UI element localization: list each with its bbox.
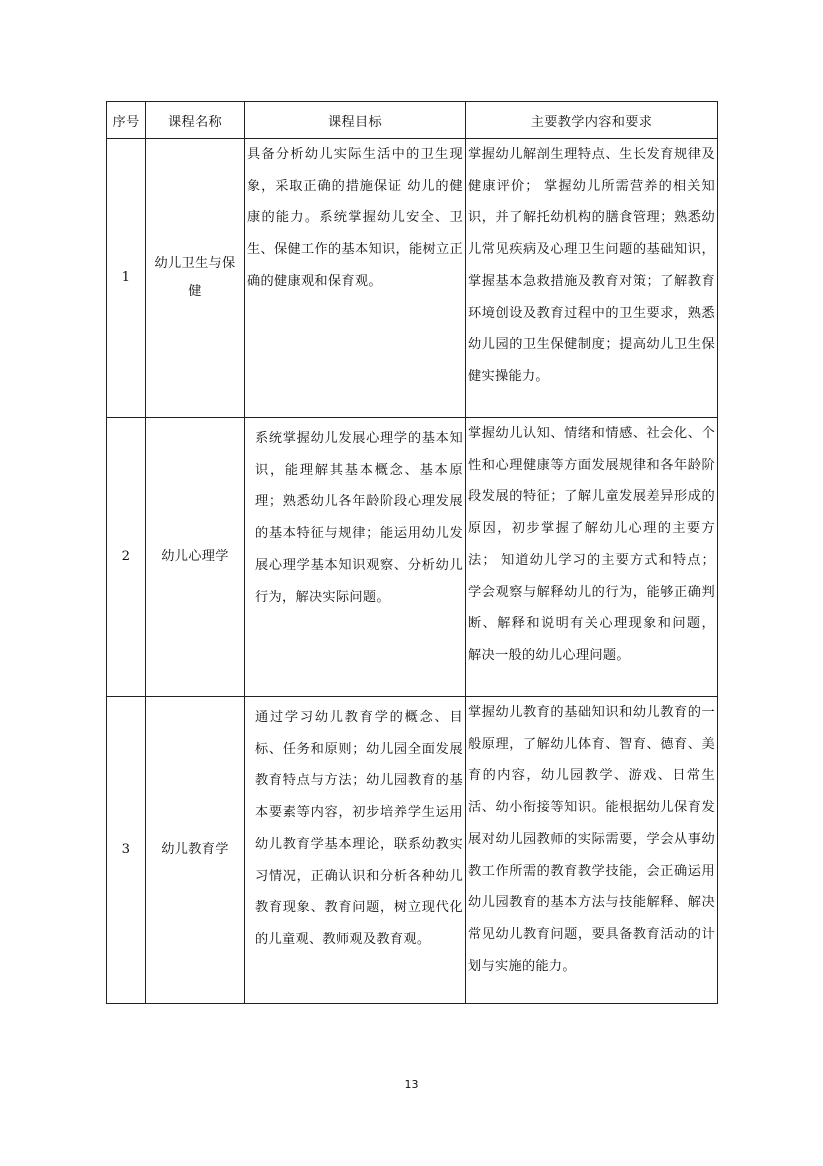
course-name: 幼儿心理学 [146,418,245,697]
row-number: 1 [107,139,146,418]
table-header-row [107,102,718,139]
table-row [107,697,718,1004]
header-course-name: 课程名称 [146,102,245,139]
header-teaching-content: 主要教学内容和要求 [466,102,718,139]
course-requirements-text: 掌握幼儿解剖生理特点、生长发育规律及健康评价； 掌握幼儿所需营养的相关知识，并了解托幼机构的膳食管理；熟悉幼儿常见疾病及心理卫生问题的基础知识，掌握基本急救措施及教育对策；了解教育环境创设及教育过程中的卫生要求，熟悉幼儿园的卫生保健制度；提高幼儿卫生保健实操能力。 [468,147,715,384]
course-table [106,101,718,1004]
course-requirements-text: 掌握幼儿教育的基础知识和幼儿教育的一般原理，了解幼儿体育、智育、德育、美育的内容，幼儿园教学、游戏、日常生活、幼小衔接等知识。能根据幼儿保育发展对幼儿园教师的实际需要，学会从事幼教工作所需的教育教学技能，会正确运用幼儿园教育的基本方法与技能解释、解决常见幼儿教育问题，要具备教育活动的计划与实施的能力。 [468,705,715,974]
row-number: 3 [107,697,146,1004]
header-course-goal: 课程目标 [245,102,466,139]
table-row [107,418,718,697]
course-name-text: 幼儿卫生与保健 [154,256,236,299]
course-goal [245,139,466,418]
course-name: 幼儿教育学 [146,697,245,1004]
course-requirements [466,697,718,1004]
page-number: 13 [404,1078,419,1091]
course-requirements-text: 掌握幼儿认知、情绪和情感、社会化、个性和心理健康等方面发展规律和各年龄阶段发展的特征；了解儿童发展差异形成的原因，初步掌握了解幼儿心理的主要方法； 知道幼儿学习的主要方式和特点；学会观察与解释幼儿的行为，能够正确判断、解释和说明有关心理现象和问题， 解决一般的幼儿心理问题。 [468,426,715,663]
course-goal [245,697,466,1004]
course-name [146,139,245,418]
row-number: 2 [107,418,146,697]
header-serial: 序号 [107,102,146,139]
course-goal-text: 系统掌握幼儿发展心理学的基本知识，能理解其基本概念、基本原理；熟悉幼儿各年龄阶段心理发展的基本特征与规律；能运用幼儿发展心理学基本知识观察、分析幼儿行为，解决实际问题。 [255,431,463,605]
course-requirements [466,139,718,418]
course-goal-text: 具备分析幼儿实际生活中的卫生现象，采取正确的措施保证 幼儿的健康的能力。系统掌握幼儿安全、卫生、保健工作的基本知识，能树立正确的健康观和保育观。 [247,147,463,289]
table-row [107,139,718,418]
course-requirements [466,418,718,697]
course-goal [245,418,466,697]
course-goal-text: 通过学习幼儿教育学的概念、目标、任务和原则；幼儿园全面发展教育特点与方法；幼儿园教育的基本要素等内容，初步培养学生运用幼儿教育学基本理论，联系幼教实习情况，正确认识和分析各种幼儿教育现象、教育问题，树立现代化的儿童观、教师观及教育观。 [255,710,463,947]
